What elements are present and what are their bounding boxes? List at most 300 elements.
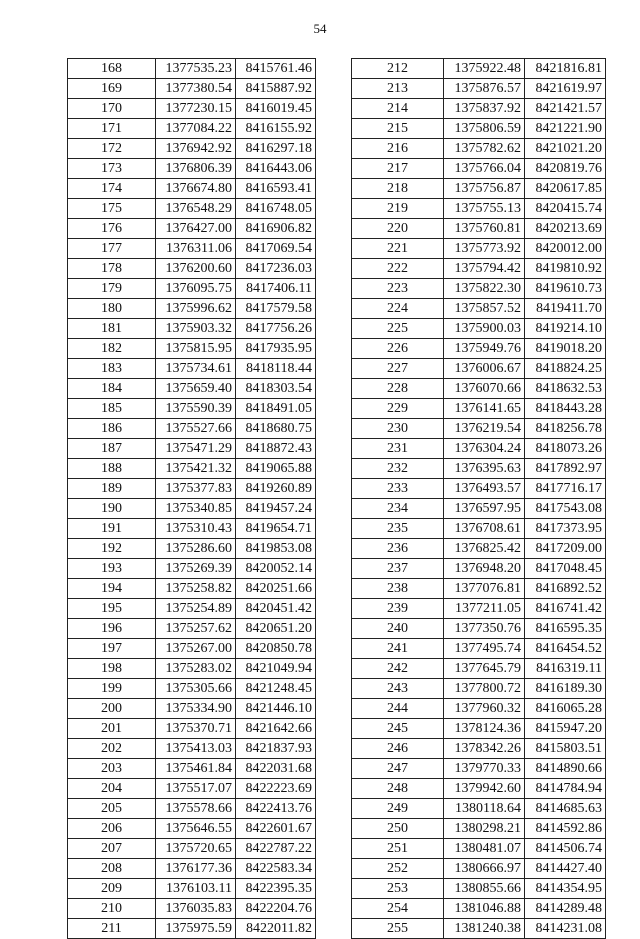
x-coordinate: 1375903.32 (156, 319, 236, 339)
point-number: 200 (68, 699, 156, 719)
point-number: 228 (352, 379, 444, 399)
point-number: 246 (352, 739, 444, 759)
x-coordinate: 1376200.60 (156, 259, 236, 279)
table-row (68, 419, 316, 439)
point-number: 225 (352, 319, 444, 339)
point-number: 180 (68, 299, 156, 319)
point-number: 175 (68, 199, 156, 219)
y-coordinate: 8416319.11 (525, 659, 606, 679)
y-coordinate: 8417048.45 (525, 559, 606, 579)
y-coordinate: 8419214.10 (525, 319, 606, 339)
x-coordinate: 1377535.23 (156, 59, 236, 79)
y-coordinate: 8421049.94 (236, 659, 316, 679)
point-number: 242 (352, 659, 444, 679)
table-row (68, 199, 316, 219)
point-number: 247 (352, 759, 444, 779)
y-coordinate: 8418303.54 (236, 379, 316, 399)
x-coordinate: 1375590.39 (156, 399, 236, 419)
y-coordinate: 8421619.97 (525, 79, 606, 99)
point-number: 169 (68, 79, 156, 99)
y-coordinate: 8421021.20 (525, 139, 606, 159)
y-coordinate: 8417716.17 (525, 479, 606, 499)
x-coordinate: 1378342.26 (444, 739, 525, 759)
point-number: 210 (68, 899, 156, 919)
x-coordinate: 1375975.59 (156, 919, 236, 939)
y-coordinate: 8416593.41 (236, 179, 316, 199)
point-number: 203 (68, 759, 156, 779)
point-number: 171 (68, 119, 156, 139)
point-number: 237 (352, 559, 444, 579)
point-number: 249 (352, 799, 444, 819)
table-row (352, 319, 606, 339)
table-row (68, 159, 316, 179)
x-coordinate: 1377084.22 (156, 119, 236, 139)
point-number: 189 (68, 479, 156, 499)
table-row (68, 499, 316, 519)
x-coordinate: 1375461.84 (156, 759, 236, 779)
y-coordinate: 8420415.74 (525, 199, 606, 219)
x-coordinate: 1375305.66 (156, 679, 236, 699)
table-row (68, 339, 316, 359)
point-number: 236 (352, 539, 444, 559)
y-coordinate: 8416748.05 (236, 199, 316, 219)
table-row (68, 279, 316, 299)
table-row (352, 879, 606, 899)
y-coordinate: 8414427.40 (525, 859, 606, 879)
y-coordinate: 8420819.76 (525, 159, 606, 179)
point-number: 205 (68, 799, 156, 819)
point-number: 238 (352, 579, 444, 599)
y-coordinate: 8417935.95 (236, 339, 316, 359)
y-coordinate: 8416155.92 (236, 119, 316, 139)
table-row (68, 179, 316, 199)
point-number: 245 (352, 719, 444, 739)
x-coordinate: 1375269.39 (156, 559, 236, 579)
x-coordinate: 1376177.36 (156, 859, 236, 879)
table-row (68, 319, 316, 339)
point-number: 173 (68, 159, 156, 179)
y-coordinate: 8419411.70 (525, 299, 606, 319)
point-number: 190 (68, 499, 156, 519)
point-number: 177 (68, 239, 156, 259)
point-number: 234 (352, 499, 444, 519)
table-row (68, 919, 316, 939)
x-coordinate: 1379942.60 (444, 779, 525, 799)
point-number: 252 (352, 859, 444, 879)
table-row (352, 739, 606, 759)
table-row (352, 399, 606, 419)
point-number: 250 (352, 819, 444, 839)
point-number: 219 (352, 199, 444, 219)
table-row (352, 679, 606, 699)
y-coordinate: 8417069.54 (236, 239, 316, 259)
table-row (68, 359, 316, 379)
point-number: 182 (68, 339, 156, 359)
y-coordinate: 8419457.24 (236, 499, 316, 519)
x-coordinate: 1375421.32 (156, 459, 236, 479)
x-coordinate: 1375286.60 (156, 539, 236, 559)
table-row (68, 439, 316, 459)
x-coordinate: 1377230.15 (156, 99, 236, 119)
y-coordinate: 8419065.88 (236, 459, 316, 479)
table-row (68, 819, 316, 839)
point-number: 251 (352, 839, 444, 859)
x-coordinate: 1375806.59 (444, 119, 525, 139)
table-row (352, 799, 606, 819)
x-coordinate: 1375340.85 (156, 499, 236, 519)
point-number: 187 (68, 439, 156, 459)
point-number: 248 (352, 779, 444, 799)
table-row (352, 459, 606, 479)
x-coordinate: 1375857.52 (444, 299, 525, 319)
table-row (68, 79, 316, 99)
y-coordinate: 8414784.94 (525, 779, 606, 799)
y-coordinate: 8419654.71 (236, 519, 316, 539)
point-number: 235 (352, 519, 444, 539)
y-coordinate: 8416892.52 (525, 579, 606, 599)
table-row (352, 859, 606, 879)
table-row (68, 739, 316, 759)
table-row (352, 59, 606, 79)
y-coordinate: 8419853.08 (236, 539, 316, 559)
table-row (68, 659, 316, 679)
point-number: 243 (352, 679, 444, 699)
y-coordinate: 8416443.06 (236, 159, 316, 179)
y-coordinate: 8415803.51 (525, 739, 606, 759)
point-number: 255 (352, 919, 444, 939)
y-coordinate: 8414890.66 (525, 759, 606, 779)
x-coordinate: 1377495.74 (444, 639, 525, 659)
table-row (352, 539, 606, 559)
y-coordinate: 8421221.90 (525, 119, 606, 139)
x-coordinate: 1375310.43 (156, 519, 236, 539)
point-number: 229 (352, 399, 444, 419)
point-number: 183 (68, 359, 156, 379)
x-coordinate: 1375720.65 (156, 839, 236, 859)
point-number: 201 (68, 719, 156, 739)
table-row (352, 79, 606, 99)
y-coordinate: 8421837.93 (236, 739, 316, 759)
x-coordinate: 1375283.02 (156, 659, 236, 679)
point-number: 168 (68, 59, 156, 79)
table-row (352, 619, 606, 639)
y-coordinate: 8420213.69 (525, 219, 606, 239)
table-row (68, 799, 316, 819)
point-number: 239 (352, 599, 444, 619)
table-row (352, 719, 606, 739)
y-coordinate: 8417579.58 (236, 299, 316, 319)
table-row (68, 519, 316, 539)
y-coordinate: 8414685.63 (525, 799, 606, 819)
y-coordinate: 8414231.08 (525, 919, 606, 939)
x-coordinate: 1380481.07 (444, 839, 525, 859)
table-row (352, 899, 606, 919)
y-coordinate: 8418824.25 (525, 359, 606, 379)
point-number: 220 (352, 219, 444, 239)
x-coordinate: 1376070.66 (444, 379, 525, 399)
x-coordinate: 1380666.97 (444, 859, 525, 879)
y-coordinate: 8417892.97 (525, 459, 606, 479)
y-coordinate: 8418256.78 (525, 419, 606, 439)
y-coordinate: 8418680.75 (236, 419, 316, 439)
y-coordinate: 8416189.30 (525, 679, 606, 699)
point-number: 206 (68, 819, 156, 839)
point-number: 241 (352, 639, 444, 659)
table-row (352, 819, 606, 839)
x-coordinate: 1375267.00 (156, 639, 236, 659)
x-coordinate: 1376095.75 (156, 279, 236, 299)
point-number: 209 (68, 879, 156, 899)
point-number: 217 (352, 159, 444, 179)
x-coordinate: 1380118.64 (444, 799, 525, 819)
table-row (352, 699, 606, 719)
y-coordinate: 8420012.00 (525, 239, 606, 259)
table-row (68, 479, 316, 499)
point-number: 193 (68, 559, 156, 579)
x-coordinate: 1376219.54 (444, 419, 525, 439)
table-row (68, 379, 316, 399)
table-row (68, 639, 316, 659)
point-number: 221 (352, 239, 444, 259)
y-coordinate: 8422395.35 (236, 879, 316, 899)
point-number: 198 (68, 659, 156, 679)
point-number: 227 (352, 359, 444, 379)
y-coordinate: 8422204.76 (236, 899, 316, 919)
x-coordinate: 1375659.40 (156, 379, 236, 399)
y-coordinate: 8422787.22 (236, 839, 316, 859)
y-coordinate: 8414289.48 (525, 899, 606, 919)
x-coordinate: 1375258.82 (156, 579, 236, 599)
y-coordinate: 8419260.89 (236, 479, 316, 499)
y-coordinate: 8421816.81 (525, 59, 606, 79)
table-row (68, 779, 316, 799)
x-coordinate: 1375766.04 (444, 159, 525, 179)
table-row (352, 479, 606, 499)
table-row (352, 359, 606, 379)
y-coordinate: 8418872.43 (236, 439, 316, 459)
table-row (352, 219, 606, 239)
x-coordinate: 1375837.92 (444, 99, 525, 119)
x-coordinate: 1380298.21 (444, 819, 525, 839)
table-row (68, 559, 316, 579)
x-coordinate: 1376597.95 (444, 499, 525, 519)
y-coordinate: 8416454.52 (525, 639, 606, 659)
table-row (352, 599, 606, 619)
x-coordinate: 1376948.20 (444, 559, 525, 579)
y-coordinate: 8420651.20 (236, 619, 316, 639)
y-coordinate: 8415887.92 (236, 79, 316, 99)
y-coordinate: 8417236.03 (236, 259, 316, 279)
point-number: 184 (68, 379, 156, 399)
x-coordinate: 1381240.38 (444, 919, 525, 939)
x-coordinate: 1375578.66 (156, 799, 236, 819)
coordinates-table-right (351, 58, 606, 939)
table-row (352, 199, 606, 219)
x-coordinate: 1375822.30 (444, 279, 525, 299)
point-number: 211 (68, 919, 156, 939)
y-coordinate: 8417543.08 (525, 499, 606, 519)
table-row (68, 119, 316, 139)
y-coordinate: 8421642.66 (236, 719, 316, 739)
table-row (352, 419, 606, 439)
point-number: 199 (68, 679, 156, 699)
x-coordinate: 1379770.33 (444, 759, 525, 779)
table-row (68, 899, 316, 919)
x-coordinate: 1375334.90 (156, 699, 236, 719)
point-number: 223 (352, 279, 444, 299)
point-number: 213 (352, 79, 444, 99)
table-row (68, 879, 316, 899)
point-number: 170 (68, 99, 156, 119)
table-row (68, 99, 316, 119)
point-number: 174 (68, 179, 156, 199)
y-coordinate: 8414506.74 (525, 839, 606, 859)
x-coordinate: 1376942.92 (156, 139, 236, 159)
y-coordinate: 8419810.92 (525, 259, 606, 279)
table-row (68, 599, 316, 619)
y-coordinate: 8422601.67 (236, 819, 316, 839)
point-number: 230 (352, 419, 444, 439)
table-row (68, 219, 316, 239)
table-row (352, 339, 606, 359)
table-row (352, 259, 606, 279)
point-number: 214 (352, 99, 444, 119)
point-number: 240 (352, 619, 444, 639)
table-row (352, 759, 606, 779)
x-coordinate: 1376103.11 (156, 879, 236, 899)
point-number: 188 (68, 459, 156, 479)
page-number: 54 (313, 21, 327, 36)
table-row (352, 99, 606, 119)
y-coordinate: 8418443.28 (525, 399, 606, 419)
y-coordinate: 8420251.66 (236, 579, 316, 599)
x-coordinate: 1376825.42 (444, 539, 525, 559)
x-coordinate: 1375527.66 (156, 419, 236, 439)
point-number: 185 (68, 399, 156, 419)
y-coordinate: 8417209.00 (525, 539, 606, 559)
y-coordinate: 8416065.28 (525, 699, 606, 719)
y-coordinate: 8418073.26 (525, 439, 606, 459)
table-row (68, 59, 316, 79)
x-coordinate: 1375755.13 (444, 199, 525, 219)
x-coordinate: 1375794.42 (444, 259, 525, 279)
y-coordinate: 8418118.44 (236, 359, 316, 379)
y-coordinate: 8415761.46 (236, 59, 316, 79)
y-coordinate: 8418491.05 (236, 399, 316, 419)
table-row (352, 579, 606, 599)
x-coordinate: 1376035.83 (156, 899, 236, 919)
x-coordinate: 1376311.06 (156, 239, 236, 259)
point-number: 222 (352, 259, 444, 279)
table-row (352, 519, 606, 539)
table-row (352, 439, 606, 459)
point-number: 232 (352, 459, 444, 479)
x-coordinate: 1375646.55 (156, 819, 236, 839)
x-coordinate: 1376006.67 (444, 359, 525, 379)
table-row (68, 399, 316, 419)
y-coordinate: 8419610.73 (525, 279, 606, 299)
y-coordinate: 8416297.18 (236, 139, 316, 159)
x-coordinate: 1376427.00 (156, 219, 236, 239)
point-number: 186 (68, 419, 156, 439)
table-row (68, 459, 316, 479)
x-coordinate: 1377380.54 (156, 79, 236, 99)
table-row (352, 239, 606, 259)
x-coordinate: 1375257.62 (156, 619, 236, 639)
x-coordinate: 1380855.66 (444, 879, 525, 899)
point-number: 244 (352, 699, 444, 719)
y-coordinate: 8420850.78 (236, 639, 316, 659)
x-coordinate: 1375471.29 (156, 439, 236, 459)
x-coordinate: 1376395.63 (444, 459, 525, 479)
y-coordinate: 8419018.20 (525, 339, 606, 359)
x-coordinate: 1376806.39 (156, 159, 236, 179)
point-number: 197 (68, 639, 156, 659)
table-row (68, 859, 316, 879)
point-number: 179 (68, 279, 156, 299)
table-row (68, 679, 316, 699)
y-coordinate: 8420052.14 (236, 559, 316, 579)
y-coordinate: 8421446.10 (236, 699, 316, 719)
table-row (352, 659, 606, 679)
table-row (68, 759, 316, 779)
x-coordinate: 1375949.76 (444, 339, 525, 359)
table-row (352, 139, 606, 159)
x-coordinate: 1375773.92 (444, 239, 525, 259)
table-row (352, 379, 606, 399)
table-row (68, 259, 316, 279)
x-coordinate: 1376493.57 (444, 479, 525, 499)
table-row (352, 919, 606, 939)
point-number: 207 (68, 839, 156, 859)
x-coordinate: 1377960.32 (444, 699, 525, 719)
point-number: 194 (68, 579, 156, 599)
table-row (68, 619, 316, 639)
table-row (352, 119, 606, 139)
point-number: 208 (68, 859, 156, 879)
table-row (68, 839, 316, 859)
point-number: 233 (352, 479, 444, 499)
x-coordinate: 1375815.95 (156, 339, 236, 359)
x-coordinate: 1377645.79 (444, 659, 525, 679)
x-coordinate: 1381046.88 (444, 899, 525, 919)
x-coordinate: 1375996.62 (156, 299, 236, 319)
y-coordinate: 8415947.20 (525, 719, 606, 739)
x-coordinate: 1375517.07 (156, 779, 236, 799)
y-coordinate: 8422413.76 (236, 799, 316, 819)
table-row (352, 639, 606, 659)
y-coordinate: 8416595.35 (525, 619, 606, 639)
point-number: 253 (352, 879, 444, 899)
y-coordinate: 8414592.86 (525, 819, 606, 839)
point-number: 191 (68, 519, 156, 539)
x-coordinate: 1375782.62 (444, 139, 525, 159)
x-coordinate: 1376548.29 (156, 199, 236, 219)
table-row (68, 299, 316, 319)
x-coordinate: 1375876.57 (444, 79, 525, 99)
x-coordinate: 1375370.71 (156, 719, 236, 739)
y-coordinate: 8416741.42 (525, 599, 606, 619)
x-coordinate: 1375900.03 (444, 319, 525, 339)
table-row (68, 579, 316, 599)
point-number: 204 (68, 779, 156, 799)
table-row (352, 279, 606, 299)
point-number: 181 (68, 319, 156, 339)
x-coordinate: 1375756.87 (444, 179, 525, 199)
y-coordinate: 8422583.34 (236, 859, 316, 879)
y-coordinate: 8414354.95 (525, 879, 606, 899)
x-coordinate: 1375760.81 (444, 219, 525, 239)
